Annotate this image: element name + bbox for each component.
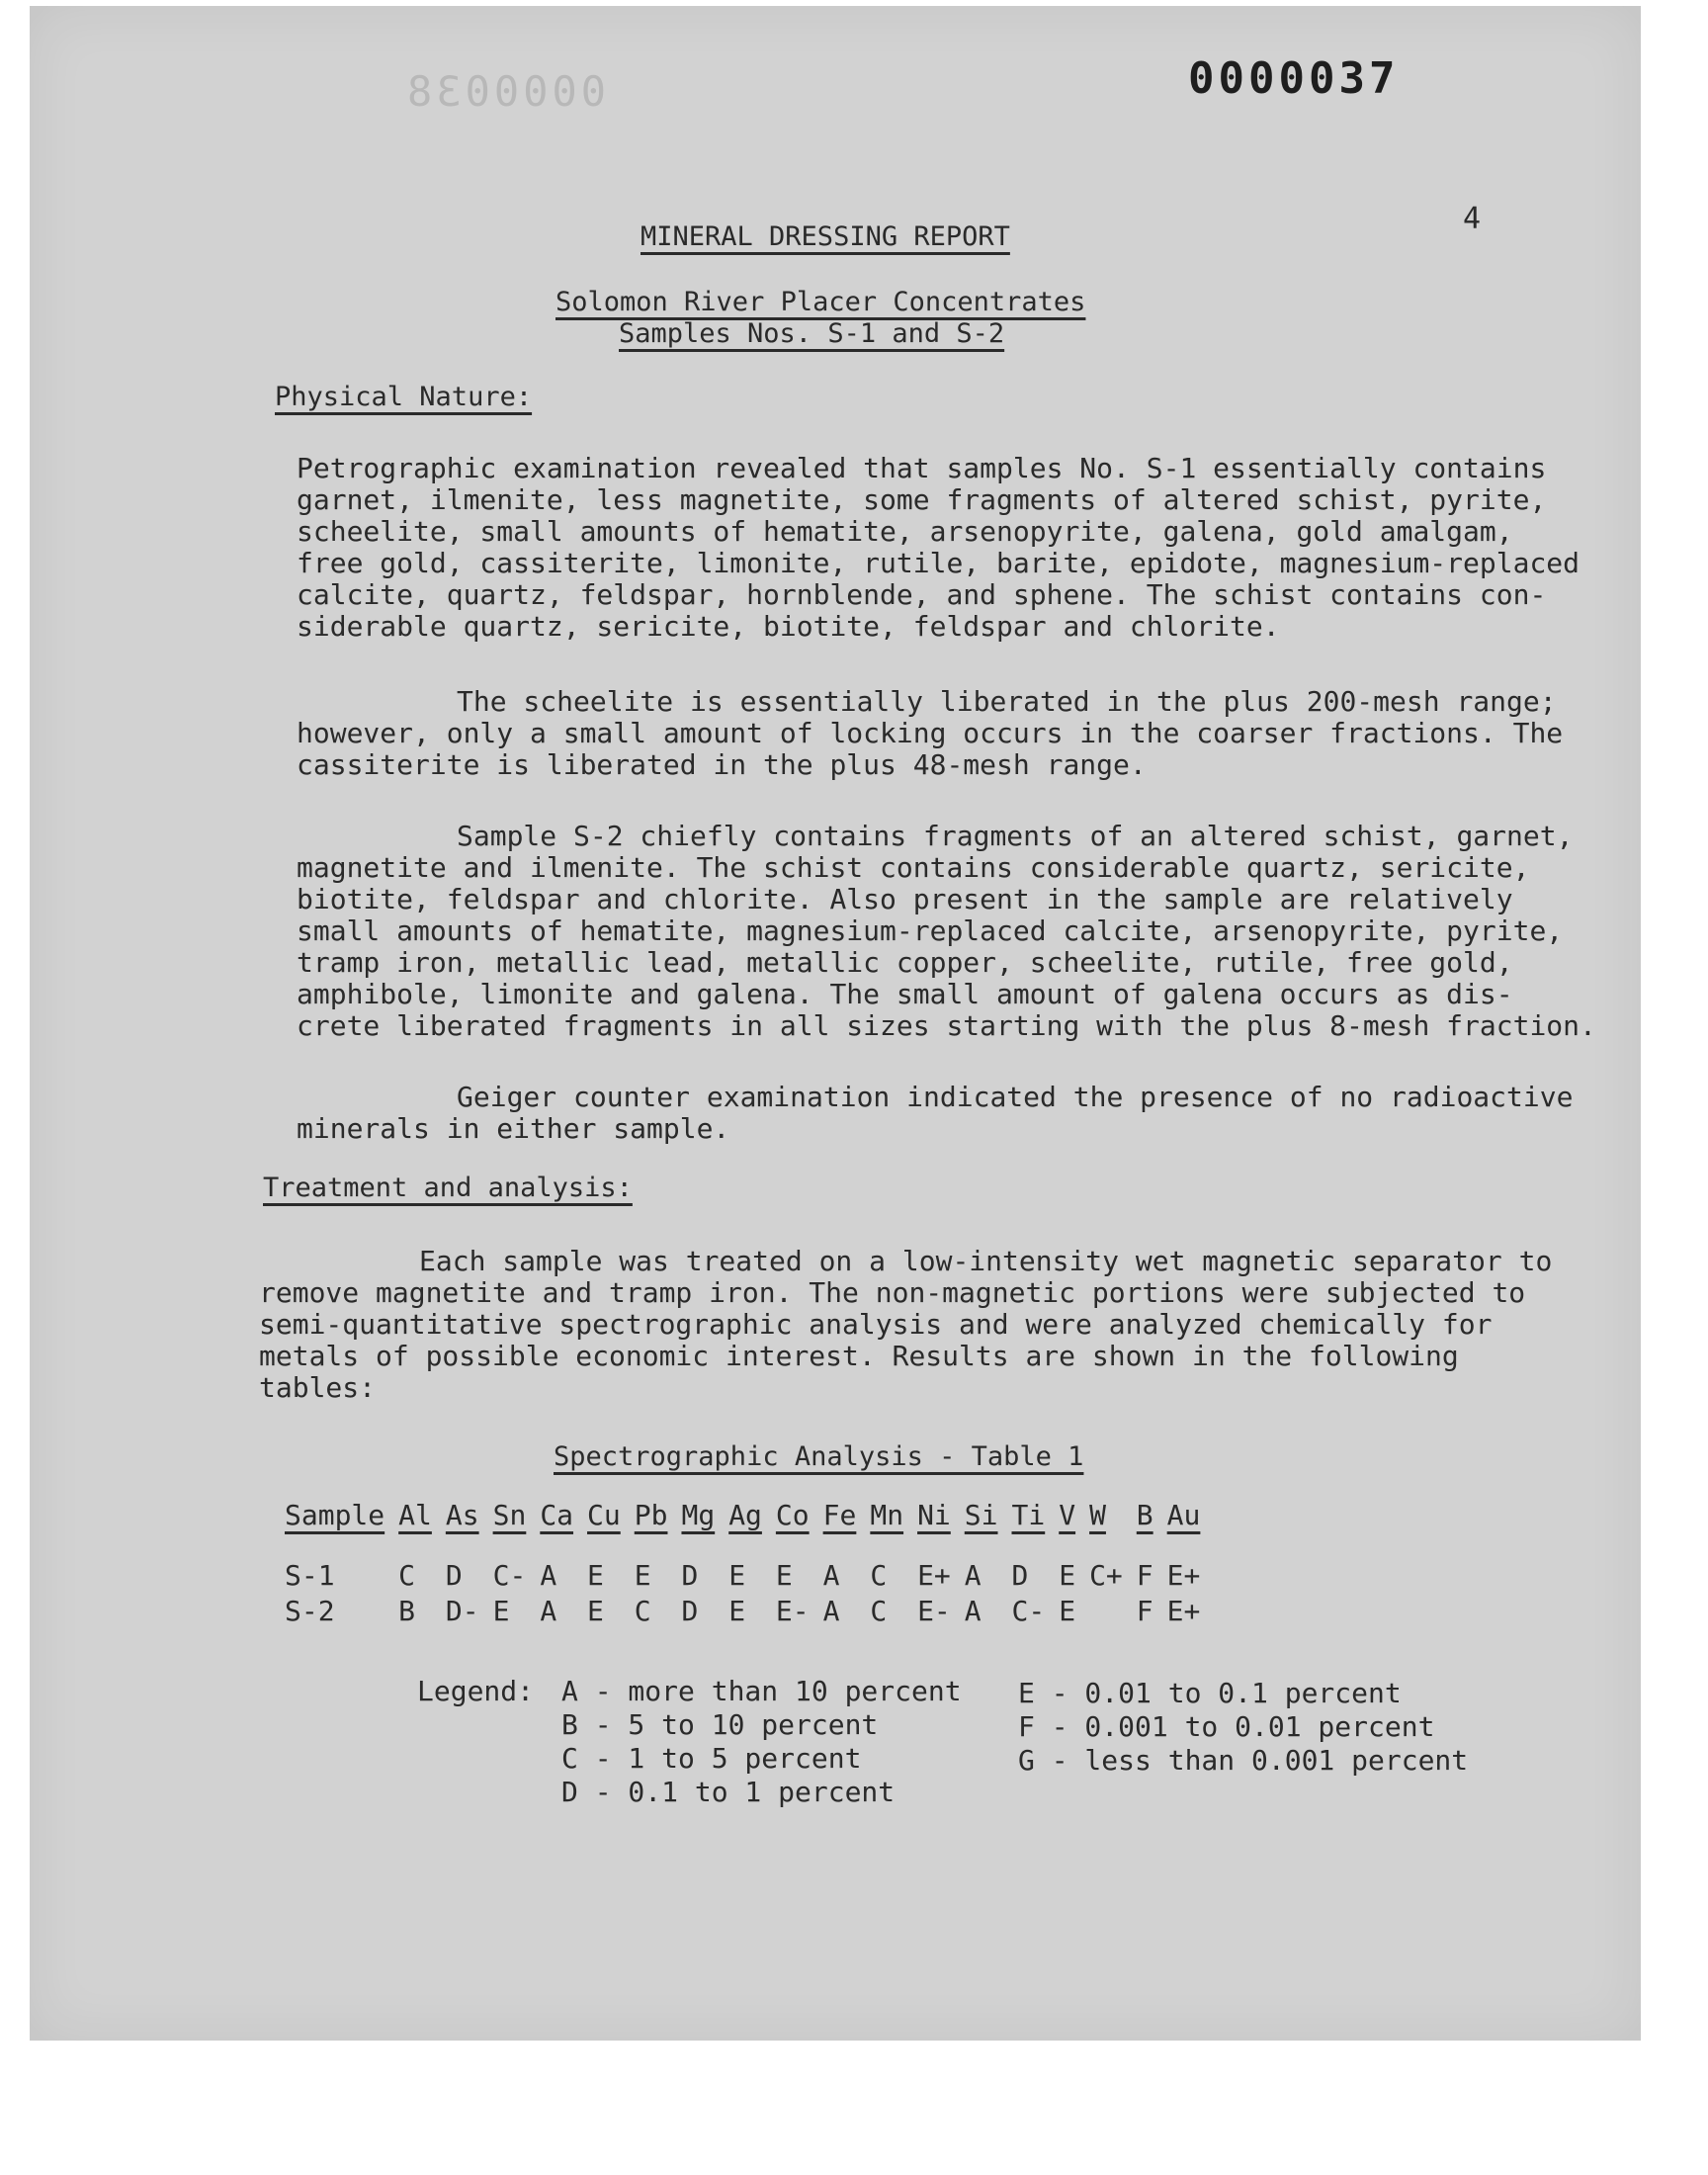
column-header — [587, 1499, 635, 1557]
spectrographic-table — [285, 1499, 1214, 1628]
table-cell: A — [540, 1558, 557, 1592]
table-cell: E — [1059, 1594, 1076, 1627]
column-header — [1012, 1499, 1060, 1557]
column-header-label: Sample — [285, 1499, 385, 1531]
table-body — [285, 1557, 1214, 1628]
faint-document-number: 0000038 — [403, 67, 607, 116]
document-number: 0000037 — [1188, 53, 1400, 104]
column-header-label: Pb — [634, 1499, 668, 1531]
column-header-label: Co — [775, 1499, 810, 1531]
text-line: small amounts of hematite, magnesium-replaced calcite, arsenopyrite, pyrite, — [297, 914, 1564, 947]
text-line: cassiterite is liberated in the plus 48-mesh range. — [297, 748, 1147, 781]
legend-left-column — [561, 1675, 962, 1809]
legend-item: C - 1 to 5 percent — [561, 1742, 862, 1775]
table-cell: D — [445, 1558, 463, 1592]
legend-item: F - 0.001 to 0.01 percent — [1018, 1710, 1435, 1743]
table-cell: E+ — [917, 1558, 951, 1592]
physical-nature-heading: Physical Nature: — [275, 382, 533, 412]
paragraph-treatment — [259, 1245, 1553, 1404]
column-header — [1167, 1499, 1215, 1557]
table-cell: C — [870, 1594, 888, 1627]
text-line: Sample S-2 chiefly contains fragments of an altered schist, garnet, — [457, 820, 1574, 852]
text-line: Geiger counter examination indicated the presence of no radioactive — [457, 1081, 1574, 1113]
table-cell: C- — [1011, 1594, 1046, 1627]
paragraph-petrographic — [297, 452, 1580, 643]
text-line: crete liberated fragments in all sizes starting with the plus 8-mesh fraction. — [297, 1009, 1596, 1042]
text-line: siderable quartz, sericite, biotite, feldspar and chlorite. — [297, 610, 1280, 643]
treatment-heading: Treatment and analysis: — [263, 1173, 633, 1203]
text-line: amphibole, limonite and galena. The small amount of galena occurs as dis- — [297, 978, 1513, 1010]
column-header — [1059, 1499, 1089, 1557]
text-line: semi-quantitative spectrographic analysis and were analyzed chemically for — [259, 1308, 1493, 1341]
text-line: biotite, feldspar and chlorite. Also present in the sample are relatively — [297, 883, 1513, 915]
column-header — [1137, 1499, 1167, 1557]
text-line: metals of possible economic interest. Results are shown in the following — [259, 1340, 1459, 1372]
text-line: garnet, ilmenite, less magnetite, some fragments of altered schist, pyrite, — [297, 483, 1547, 516]
text-line: Each sample was treated on a low-intensity wet magnetic separator to — [419, 1245, 1553, 1277]
table-row — [285, 1557, 1214, 1593]
column-header — [776, 1499, 823, 1557]
paragraph-geiger — [297, 1082, 1572, 1145]
table-cell: E — [634, 1558, 651, 1592]
table-cell: E — [587, 1558, 604, 1592]
column-header-label: Mg — [681, 1499, 716, 1531]
table-cell: E — [728, 1594, 746, 1627]
text-line: however, only a small amount of locking occurs in the coarser fractions. The — [297, 717, 1564, 749]
column-header — [823, 1499, 871, 1557]
table-cell: E — [728, 1558, 746, 1592]
subtitle-line-1: Solomon River Placer Concentrates — [555, 287, 1086, 317]
column-header-label: W — [1089, 1499, 1106, 1531]
text-line: minerals in either sample. — [297, 1112, 730, 1145]
column-header-label: Ti — [1011, 1499, 1046, 1531]
table-cell: E- — [917, 1594, 951, 1627]
text-line: tramp iron, metallic lead, metallic copper, scheelite, rutile, free gold, — [297, 946, 1513, 979]
text-line: The scheelite is essentially liberated in the plus 200-mesh range; — [457, 685, 1557, 718]
column-header-label: As — [445, 1499, 479, 1531]
column-header — [635, 1499, 682, 1557]
column-header-label: Al — [398, 1499, 432, 1531]
table-cell: D — [681, 1594, 699, 1627]
table-row — [285, 1593, 1214, 1628]
column-header — [1089, 1499, 1137, 1557]
column-header — [493, 1499, 541, 1557]
sample-id-cell: S-1 — [285, 1558, 335, 1592]
column-header-label: Mn — [870, 1499, 904, 1531]
table-cell: F — [1136, 1594, 1153, 1627]
text-line: remove magnetite and tramp iron. The non-magnetic portions were subjected to — [259, 1276, 1526, 1309]
paragraph-sample-s2 — [297, 820, 1596, 1042]
table-cell: D — [681, 1558, 699, 1592]
column-header — [446, 1499, 493, 1557]
table-cell: E — [1059, 1558, 1076, 1592]
table-cell: C — [870, 1558, 888, 1592]
column-header-label: Ca — [540, 1499, 574, 1531]
column-header-label: B — [1136, 1499, 1153, 1531]
paragraph-scheelite — [297, 686, 1572, 781]
table-cell: E+ — [1166, 1558, 1201, 1592]
table-title: Spectrographic Analysis - Table 1 — [554, 1441, 1084, 1472]
document-page — [30, 6, 1641, 2041]
column-header-label: Sn — [492, 1499, 527, 1531]
text-line: Petrographic examination revealed that samples No. S-1 essentially contains — [297, 452, 1547, 484]
column-header-label: V — [1059, 1499, 1076, 1531]
legend-item: E - 0.01 to 0.1 percent — [1018, 1677, 1402, 1709]
legend-label: Legend: — [417, 1675, 535, 1707]
column-header-label: Cu — [587, 1499, 621, 1531]
sample-id-cell: S-2 — [285, 1594, 335, 1627]
column-header — [285, 1499, 398, 1557]
table-cell: A — [964, 1594, 982, 1627]
text-line: scheelite, small amounts of hematite, arsenopyrite, galena, gold amalgam, — [297, 515, 1513, 548]
column-header — [917, 1499, 965, 1557]
column-header — [398, 1499, 446, 1557]
table-cell: A — [964, 1558, 982, 1592]
column-header — [540, 1499, 587, 1557]
table-cell: B — [398, 1594, 416, 1627]
legend-right-column — [1018, 1677, 1468, 1778]
table-header-row — [285, 1499, 1214, 1557]
legend-item: A - more than 10 percent — [561, 1675, 962, 1707]
legend-item: D - 0.1 to 1 percent — [561, 1776, 896, 1808]
table-cell: C — [634, 1594, 651, 1627]
text-line: magnetite and ilmenite. The schist contains considerable quartz, sericite, — [297, 851, 1530, 884]
legend-item: B - 5 to 10 percent — [561, 1708, 879, 1741]
column-header-label: Si — [964, 1499, 998, 1531]
column-header-label: Fe — [822, 1499, 857, 1531]
column-header-label: Ni — [917, 1499, 951, 1531]
table-cell: E+ — [1166, 1594, 1201, 1627]
text-line: tables: — [259, 1371, 377, 1404]
text-line: calcite, quartz, feldspar, hornblende, and sphene. The schist contains con- — [297, 578, 1547, 611]
table-cell: E — [587, 1594, 604, 1627]
table-cell: E — [492, 1594, 510, 1627]
table-cell: D — [1011, 1558, 1029, 1592]
column-header — [965, 1499, 1012, 1557]
column-header — [870, 1499, 917, 1557]
page-number: 4 — [1463, 202, 1482, 236]
table-cell: D- — [445, 1594, 479, 1627]
column-header-label: Ag — [728, 1499, 762, 1531]
subtitle-line-2: Samples Nos. S-1 and S-2 — [619, 318, 1005, 349]
table-cell: A — [822, 1558, 840, 1592]
table-cell: A — [822, 1594, 840, 1627]
table-cell: C- — [492, 1558, 527, 1592]
report-title: MINERAL DRESSING REPORT — [640, 221, 1010, 252]
table-cell: A — [540, 1594, 557, 1627]
table-cell: E — [775, 1558, 793, 1592]
column-header — [728, 1499, 776, 1557]
table-cell: C+ — [1089, 1558, 1123, 1592]
text-line: free gold, cassiterite, limonite, rutile, barite, epidote, magnesium-replaced — [297, 547, 1580, 579]
table-cell: F — [1136, 1558, 1153, 1592]
column-header — [681, 1499, 728, 1557]
table-cell: E- — [775, 1594, 810, 1627]
table-cell: C — [398, 1558, 416, 1592]
column-header-label: Au — [1166, 1499, 1201, 1531]
table-cell — [1089, 1593, 1137, 1628]
legend-item: G - less than 0.001 percent — [1018, 1744, 1469, 1777]
